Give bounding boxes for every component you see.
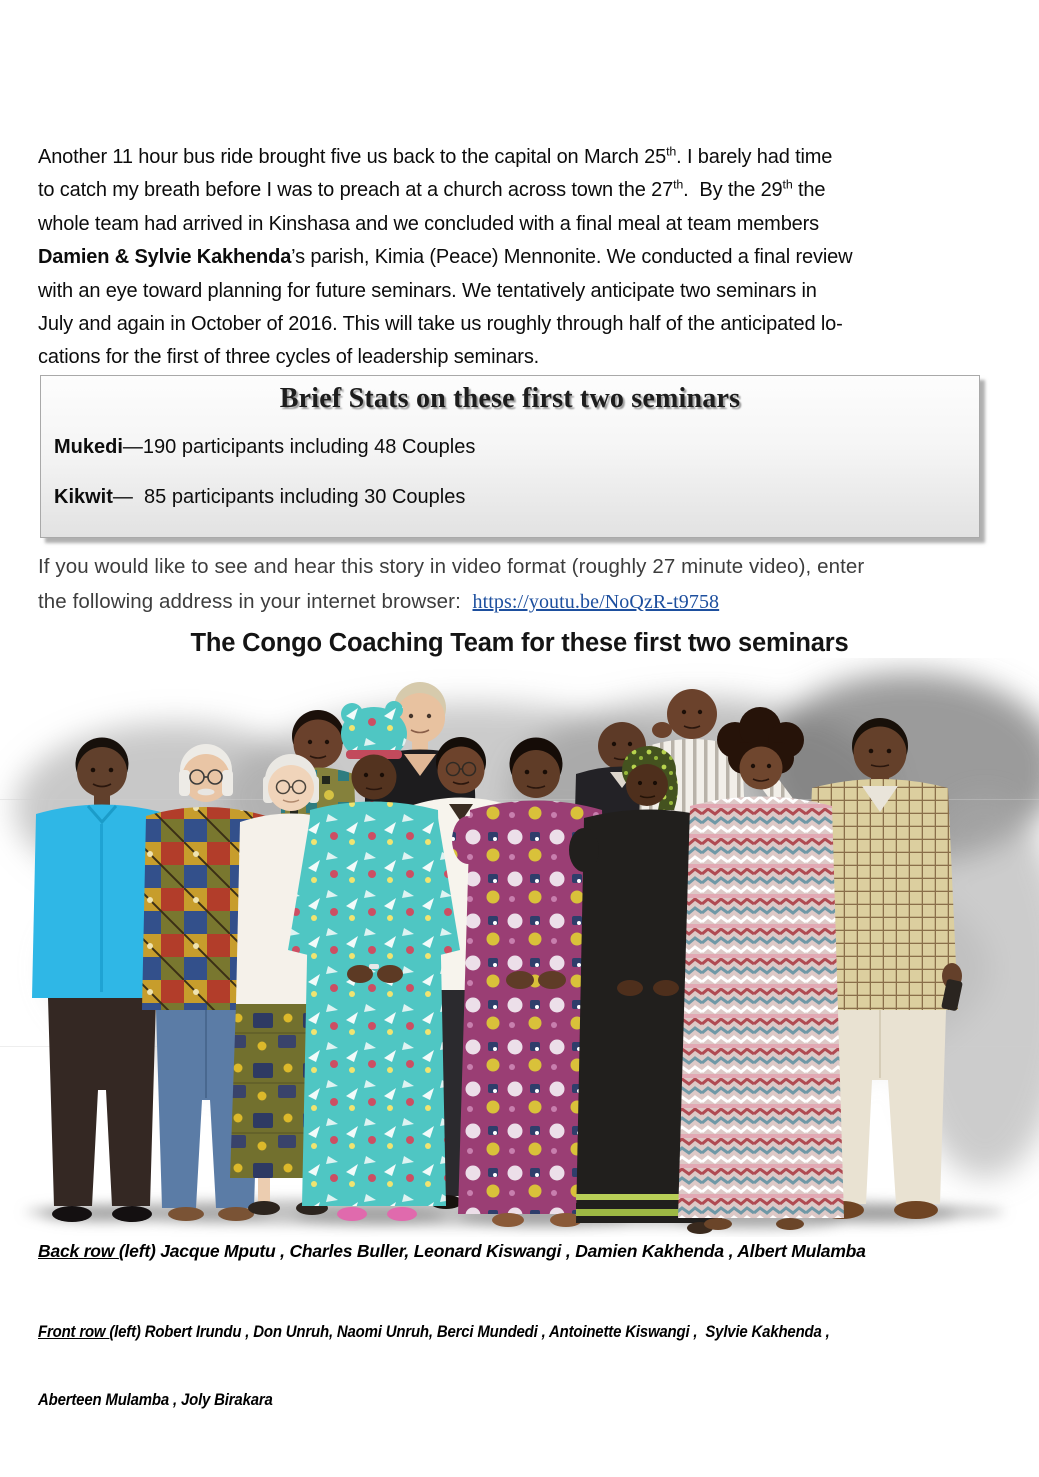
intro-paragraph [38, 141, 1023, 375]
caption-front-row [38, 1276, 1032, 1456]
video-note [38, 549, 1038, 620]
video-note-line: If you would like to see and hear this story in video format (roughly 27 minute video), enter [38, 555, 865, 578]
intro-line: whole team had arrived in Kinshasa and we concluded with a final meal at team members [38, 212, 820, 235]
caption-back-row: Back row (left) Jacque Mputu , Charles Buller, Leonard Kiswangi , Damien Kakhenda , Albert Mulamba [38, 1241, 866, 1261]
group-photo [0, 658, 1039, 1237]
caption-front-line: Aberteen Mulamba , Joly Birakara [38, 1389, 273, 1409]
video-note-line: the following address in your internet browser: https://youtu.be/NoQzR-t9758 [38, 590, 720, 613]
group-photo-illustration [0, 658, 1039, 1237]
intro-line: with an eye toward planning for future seminars. We tentatively anticipate two seminars in [38, 279, 817, 302]
intro-line: Damien & Sylvie Kakhenda’s parish, Kimia (Peace) Mennonite. We conducted a final review [38, 246, 853, 269]
stats-box [40, 375, 980, 538]
intro-line: July and again in October of 2016. This will take us roughly through half of the anticipated lo- [38, 313, 843, 336]
intro-line: cations for the first of three cycles of leadership seminars. [38, 346, 540, 369]
intro-line: to catch my breath before I was to preach at a church across town the 27th. By the 29th the [38, 177, 826, 202]
team-heading: The Congo Coaching Team for these first two seminars [190, 629, 849, 657]
caption-front-line: Front row (left) Robert Irundu , Don Unruh, Naomi Unruh, Berci Mundedi , Antoinette Kiswangi , Sylvie Kakhenda , [38, 1322, 830, 1341]
intro-line: Another 11 hour bus ride brought five us back to the capital on March 25th. I barely had time [38, 144, 833, 168]
stats-row-kikwit: Kikwit— 85 participants including 30 Couples [54, 486, 466, 508]
video-link[interactable]: https://youtu.be/NoQzR-t9758 [472, 591, 720, 613]
stats-box-title: Brief Stats on these first two seminars [279, 383, 741, 414]
stats-row-mukedi: Mukedi—190 participants including 48 Couples [54, 436, 476, 458]
